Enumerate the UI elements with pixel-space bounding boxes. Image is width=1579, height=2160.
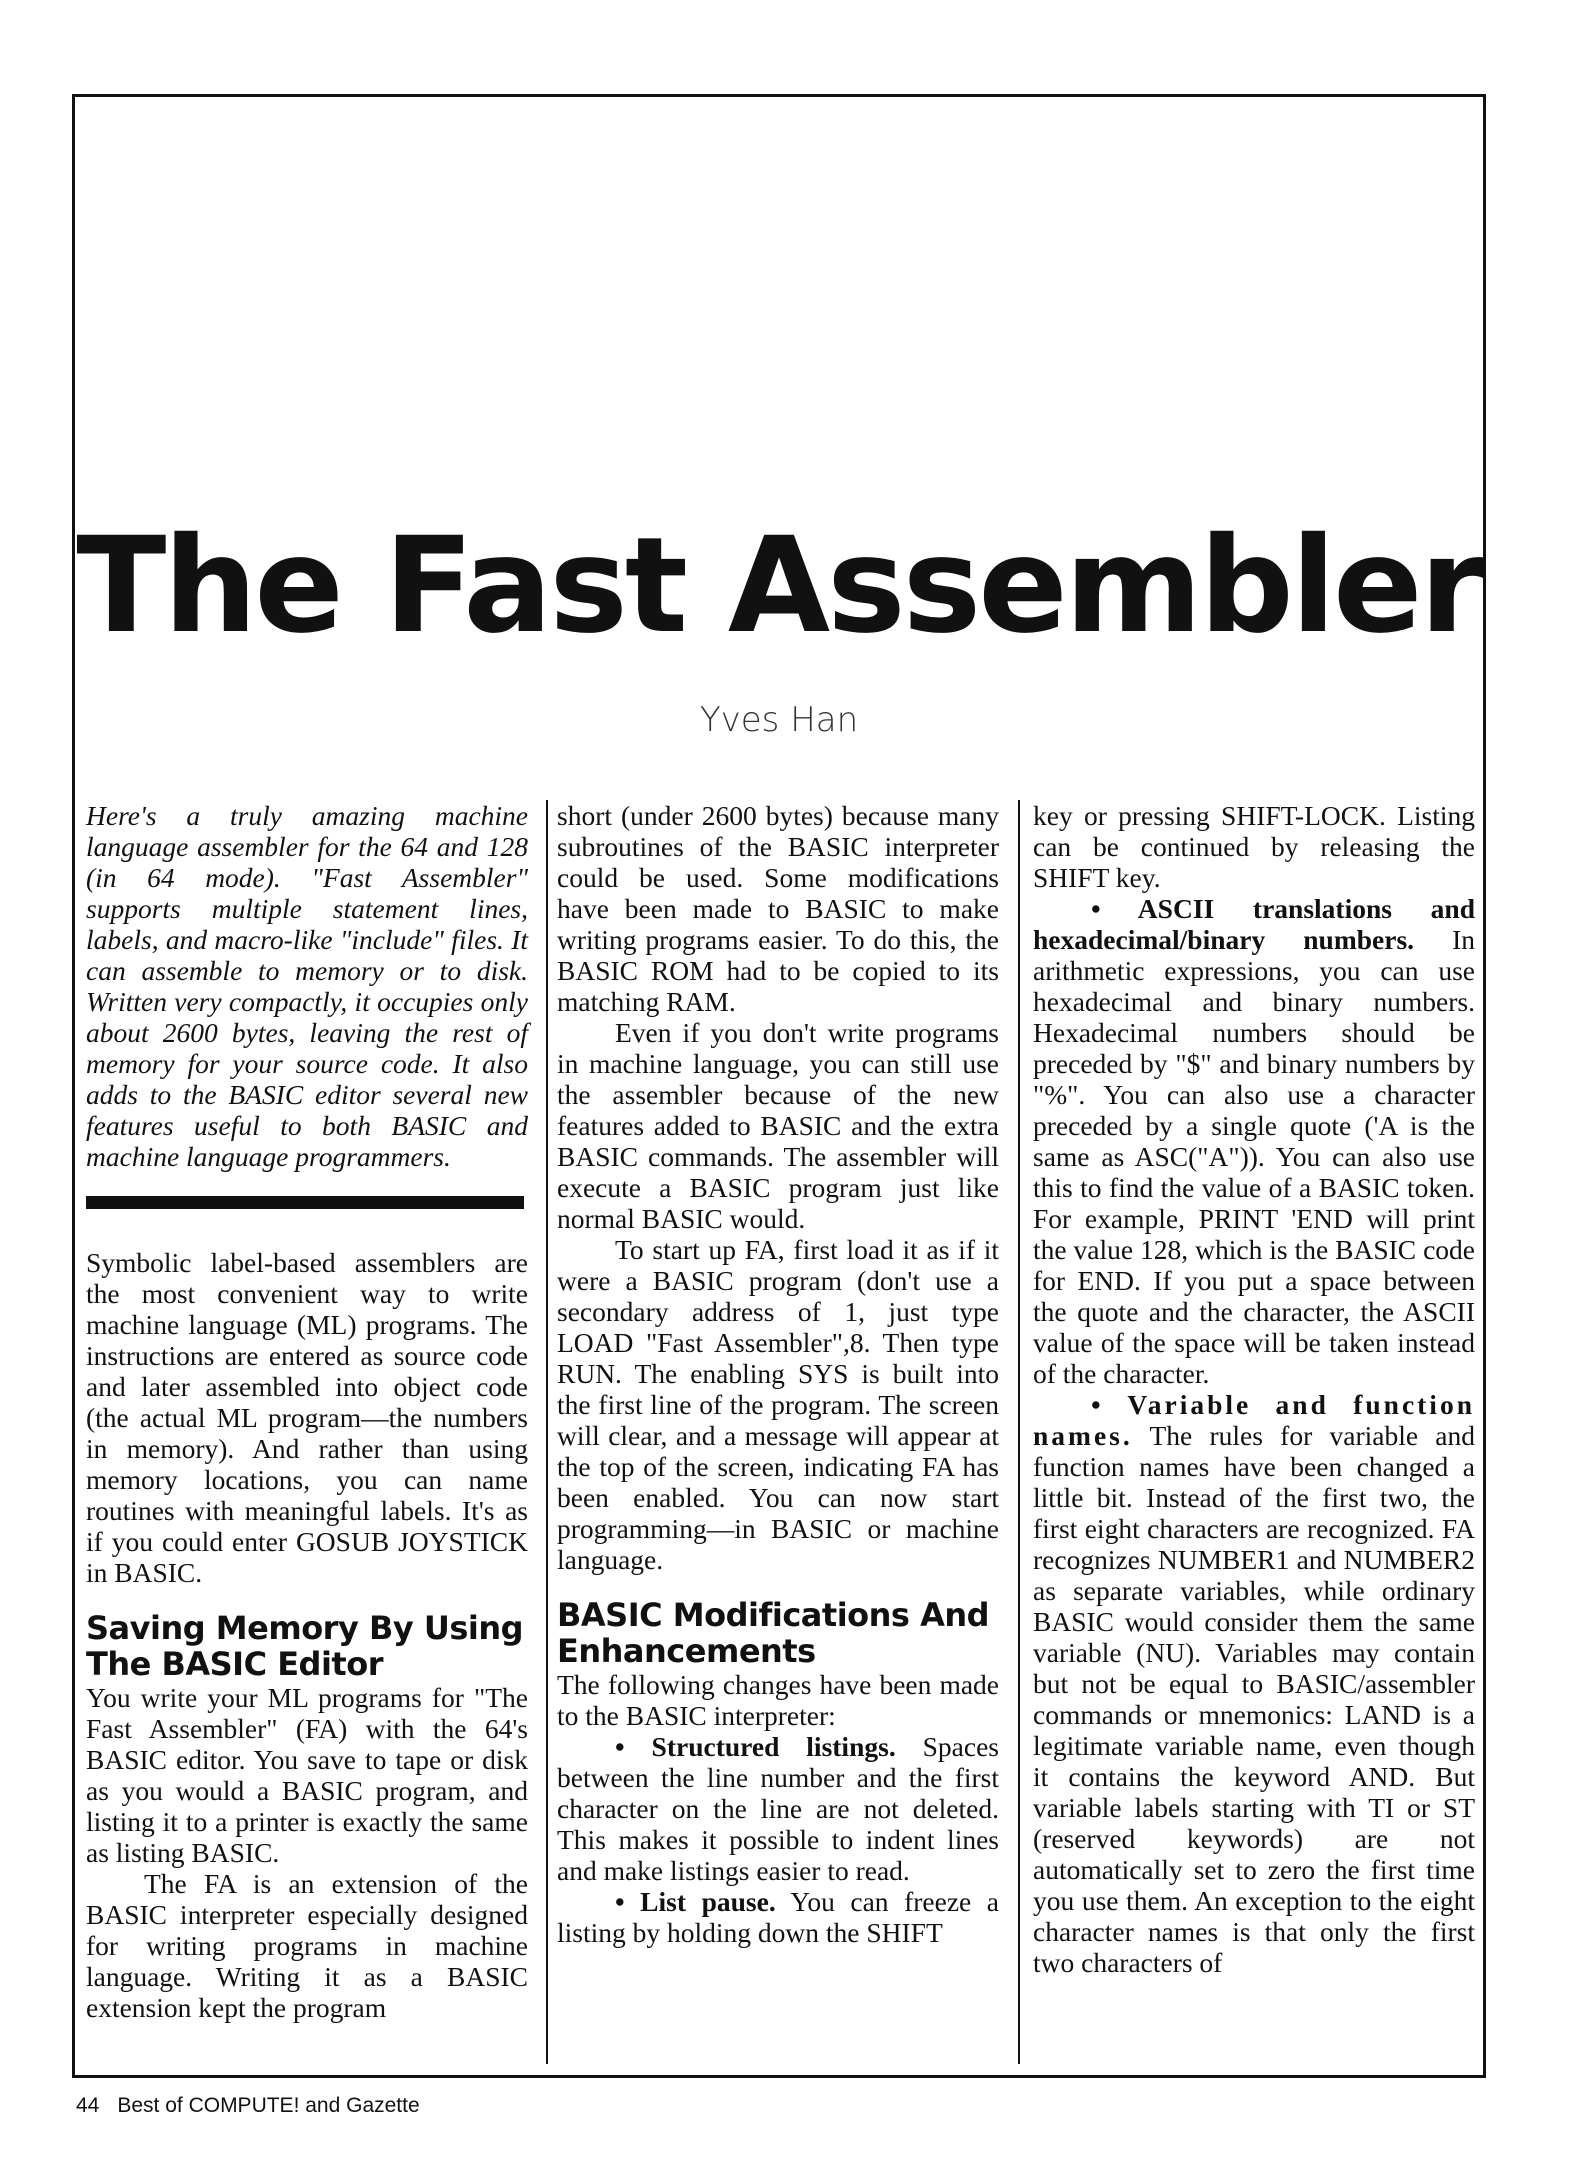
paragraph: Symbolic label-based assemblers are the most convenient way to write machine language (ML) programs. The instructions are entered as source code and later assembled into object code (the actual ML program—the numbers in memory). And rather than using memory locations, you can name routines with meaningful labels. It's as if you could enter GOSUB JOYSTICK in BASIC. [86,1247,528,1588]
intro-rule [86,1196,524,1209]
bullet-ascii-translations [1033,893,1475,1389]
paragraph: You write your ML programs for "The Fast Assembler" (FA) with the 64's BASIC editor. You save to tape or disk as you would a BASIC program, and listing it to a printer is exactly the same as listing BASIC. [86,1682,528,1868]
column-1 [86,800,528,2023]
paragraph: The following changes have been made to the BASIC interpreter: [557,1669,999,1731]
paragraph: key or pressing SHIFT-LOCK. Listing can be continued by releasing the SHIFT key. [1033,800,1475,893]
column-3 [1033,800,1475,1978]
bullet-text: In arithmetic expressions, you can use hexadecimal and binary numbers. Hexadecimal numbers should be preceded by "$" and binary numbers by "%". You can also use a character preceded by a single quote ('A is the same as ASC("A")). You can also use this to find the value of a BASIC token. For example, PRINT 'END will print the value 128, which is the BASIC code for END. If you put a space between the quote and the character, the ASCII value of the space will be taken instead of the character. [1033,924,1475,1389]
bullet-structured-listings [557,1731,999,1886]
paragraph: The FA is an extension of the BASIC interpreter especially designed for writing programs in machine language. Writing it as a BASIC extension kept the program [86,1868,528,2023]
bullet-text: The rules for variable and function names have been changed a little bit. Instead of the first two, the first eight characters are recognized. FA recognizes NUMBER1 and NUMBER2 as separate variables, while ordinary BASIC would consider them the same variable (NU). Variables may contain but not be equal to BASIC/assembler commands or mnemonics: LAND is a legitimate variable name, even though it contains the keyword AND. But variable labels starting with TI or ST (reserved keywords) are not automatically set to zero the first time you use them. An exception to the eight character names is that only the first two characters of [1033,1420,1475,1978]
bullet-text: Spaces between the line number and the first character on the line are not deleted. This makes it possible to indent lines and make listings easier to read. [557,1731,999,1886]
bullet-label: • Variable and function names. [1033,1389,1475,1451]
bullet-text: You can freeze a listing by holding down the SHIFT [557,1886,1000,1948]
author-byline: Yves Han [699,700,859,740]
column-divider-2 [1018,800,1020,2064]
section-heading: BASIC Modifications And Enhancements [557,1596,990,1670]
bullet-variable-names [1033,1389,1475,1978]
column-divider-1 [546,800,548,2064]
paragraph: short (under 2600 bytes) because many subroutines of the BASIC interpreter could be used. Some modifications have been made to BASIC to make writing programs easier. To do this, the BASIC ROM had to be copied to its matching RAM. [557,800,999,1017]
page-footer [76,2094,438,2118]
bullet-label: • ASCII translations and hexadecimal/binary numbers. [1033,893,1475,955]
publication-name: Best of COMPUTE! and Gazette [117,2094,420,2117]
bullet-label: • Structured listings. [615,1731,896,1762]
paragraph: Even if you don't write programs in machine language, you can still use the assembler because of the new features added to BASIC and the extra BASIC commands. The assembler will execute a BASIC program just like normal BASIC would. [557,1017,999,1234]
paragraph: To start up FA, first load it as if it were a BASIC program (don't use a secondary address of 1, just type LOAD "Fast Assembler",8. Then type RUN. The enabling SYS is built into the first line of the program. The screen will clear, and a message will appear at the top of the screen, indicating FA has been enabled. You can now start programming—in BASIC or machine language. [557,1234,999,1575]
section-heading: Saving Memory By Using The BASIC Editor [86,1609,524,1683]
article-title: The Fast Assembler [76,509,1482,663]
page-number: 44 [76,2094,100,2117]
intro-blurb: Here's a truly amazing machine language assembler for the 64 and 128 (in 64 mode). "Fast Assembler" supports multiple statement lines, labels, and macro-like "include" files. It can assemble to memory or to disk. Written very compactly, it occupies only about 2600 bytes, leaving the rest of memory for your source code. It also adds to the BASIC editor several new features useful to both BASIC and machine language programmers. [86,800,528,1172]
column-2 [557,800,999,1948]
bullet-label: • List pause. [615,1886,776,1917]
bullet-list-pause [557,1886,999,1948]
